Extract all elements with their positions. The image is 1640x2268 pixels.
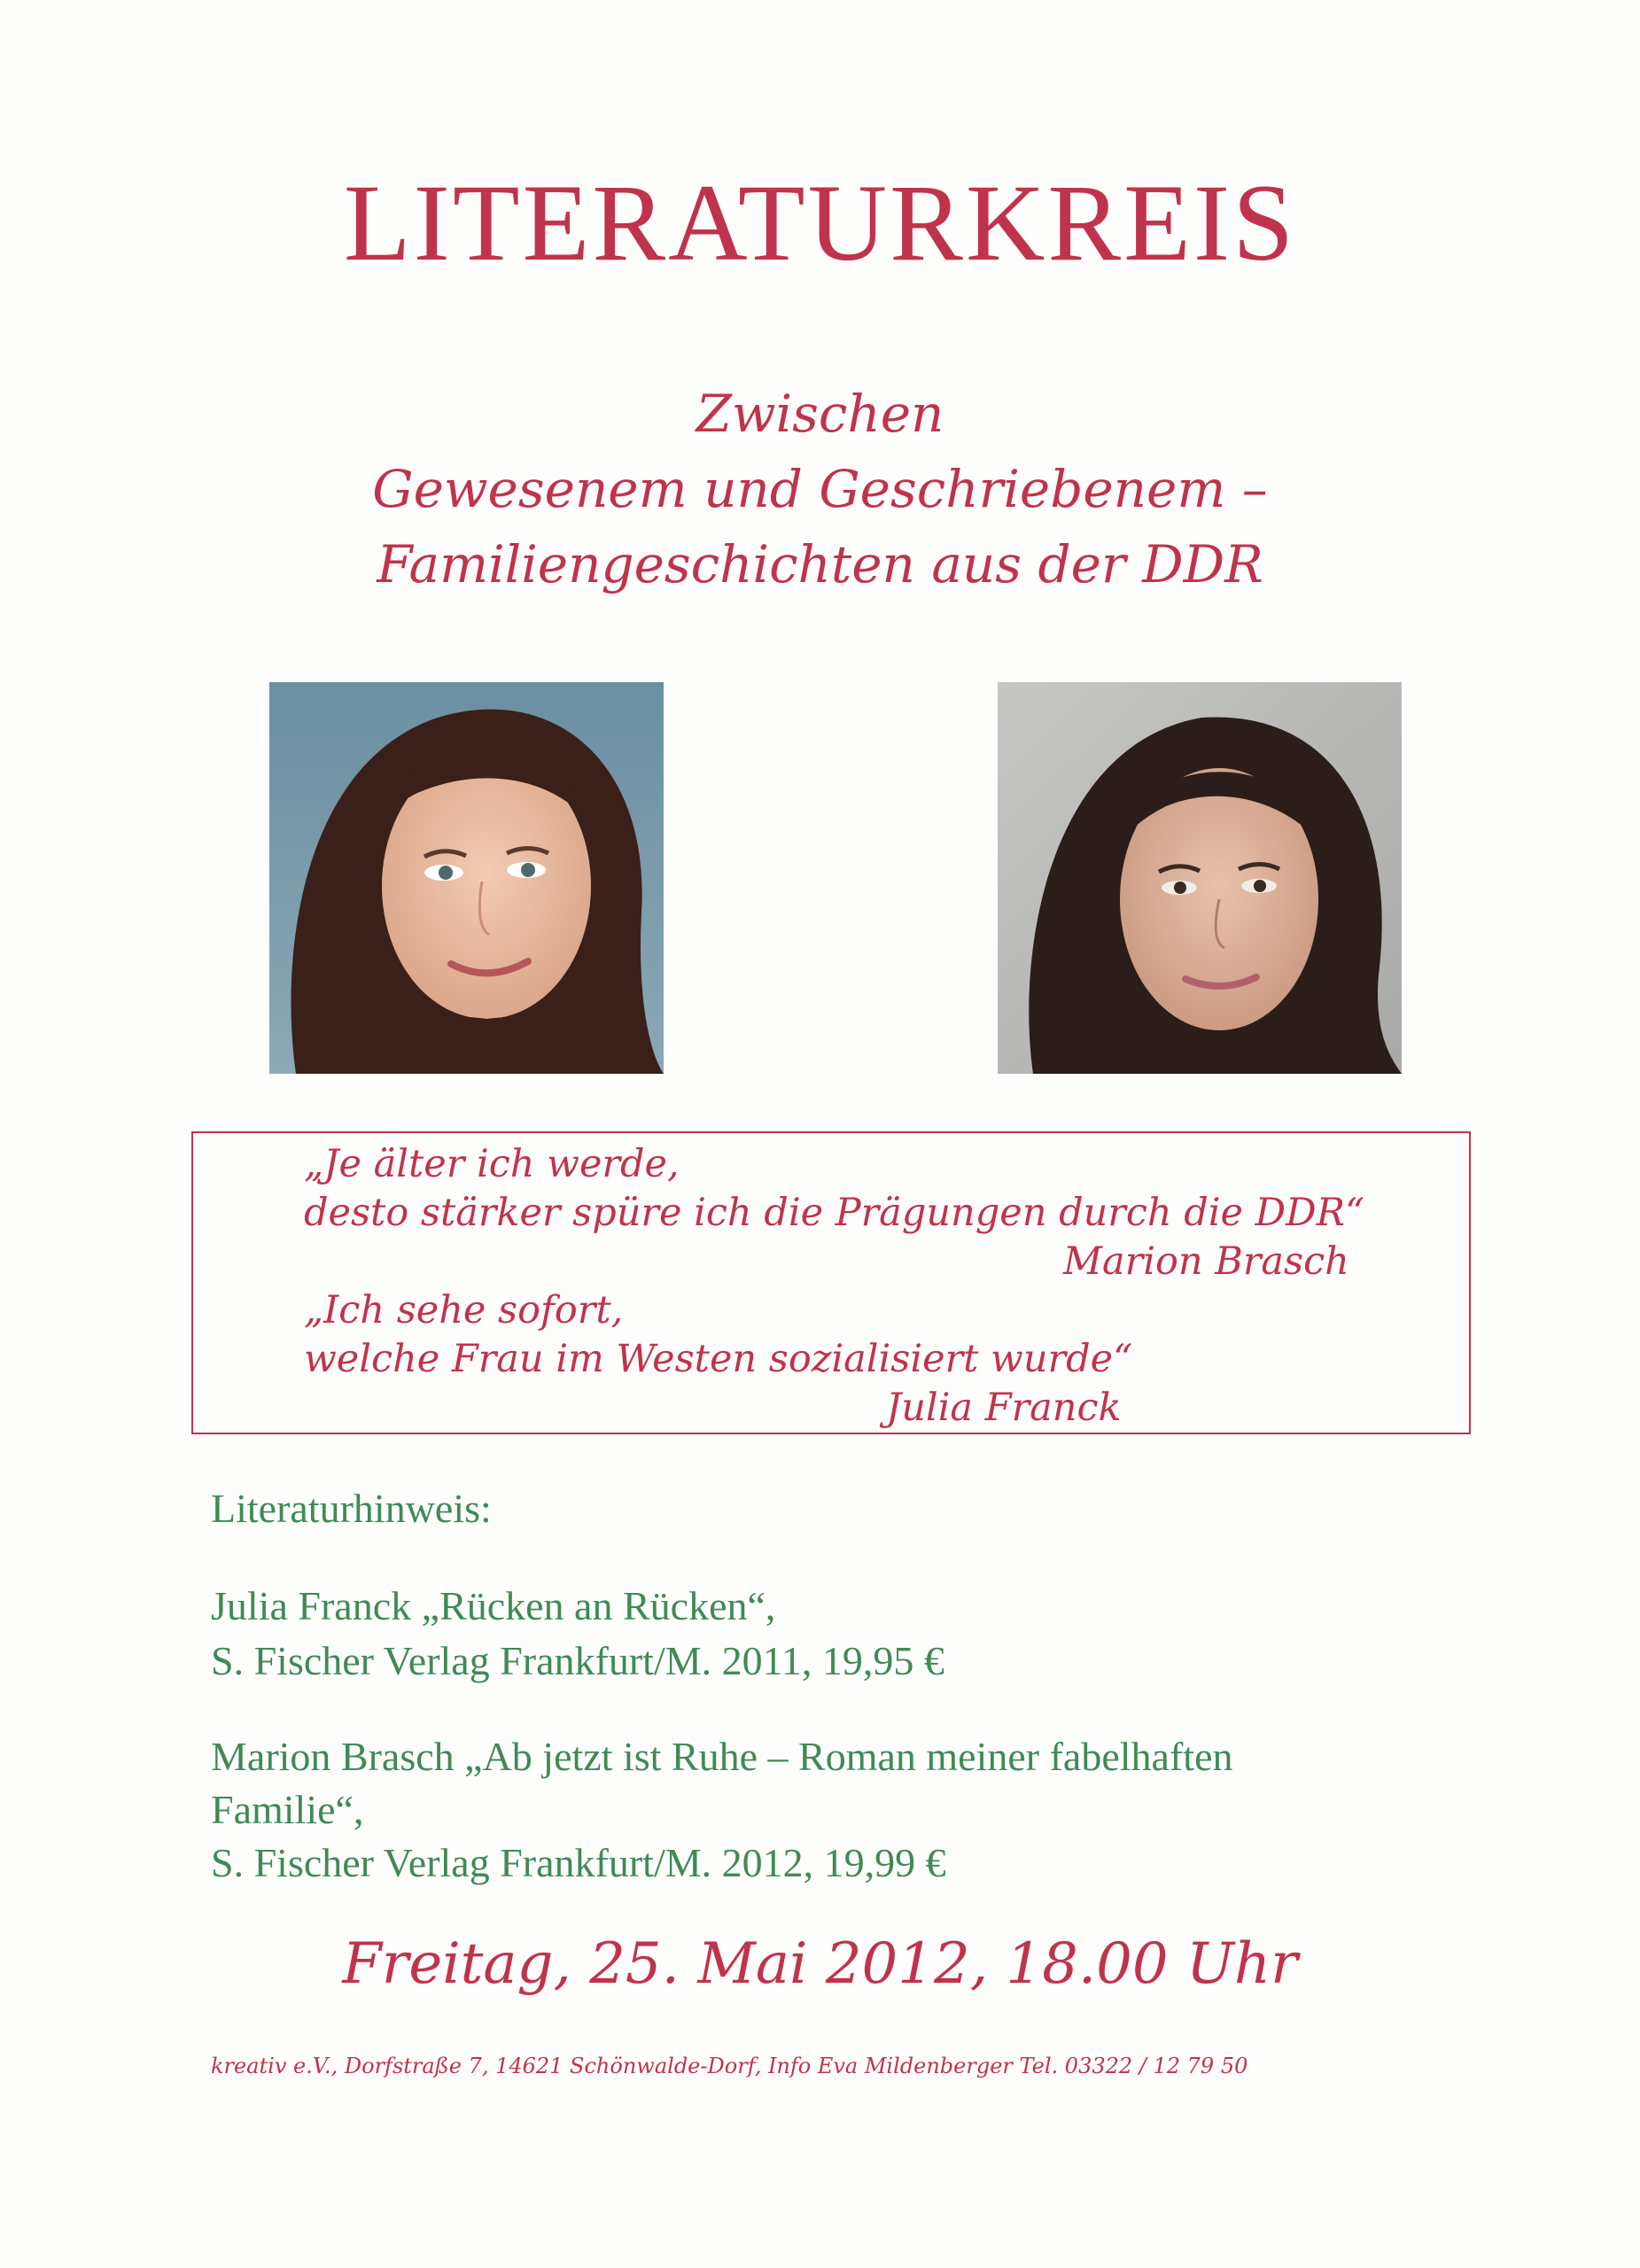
- portrait-julia-franck: [269, 682, 664, 1074]
- book-2-line-2: Familie“,: [211, 1787, 364, 1832]
- footer-contact: kreativ e.V., Dorfstraße 7, 14621 Schönwalde-Dorf, Info Eva Mildenberger Tel. 03322 / 12 79 50: [211, 2054, 1248, 2078]
- quote-2-line-2: welche Frau im Westen sozialisiert wurde“: [304, 1337, 1133, 1381]
- portrait-marion-brasch: [998, 682, 1402, 1074]
- subtitle-line-1: Zwischen: [696, 384, 944, 444]
- subtitle-line-3: Familiengeschichten aus der DDR: [377, 534, 1263, 594]
- event-date-time: Freitag, 25. Mai 2012, 18.00 Uhr: [342, 1931, 1298, 1997]
- quote-1-author: Marion Brasch: [1063, 1239, 1349, 1284]
- quote-2-line-1: „Ich sehe sofort,: [304, 1288, 624, 1332]
- quote-1-line-1: „Je älter ich werde,: [304, 1142, 680, 1186]
- book-1-line-2: S. Fischer Verlag Frankfurt/M. 2011, 19,95 €: [211, 1638, 944, 1683]
- book-2-line-1: Marion Brasch „Ab jetzt ist Ruhe – Roman meiner fabelhaften: [211, 1734, 1233, 1779]
- subtitle-line-2: Gewesenem und Geschriebenem –: [372, 459, 1268, 519]
- book-1-line-1: Julia Franck „Rücken an Rücken“,: [211, 1583, 776, 1628]
- literature-heading: Literaturhinweis:: [211, 1486, 492, 1531]
- book-2-line-3: S. Fischer Verlag Frankfurt/M. 2012, 19,99 €: [211, 1840, 946, 1885]
- quote-2-author: Julia Franck: [886, 1386, 1122, 1430]
- poster-title: LITERATURKREIS: [343, 162, 1297, 284]
- quote-1-line-2: desto stärker spüre ich die Prägungen durch die DDR“: [304, 1191, 1364, 1235]
